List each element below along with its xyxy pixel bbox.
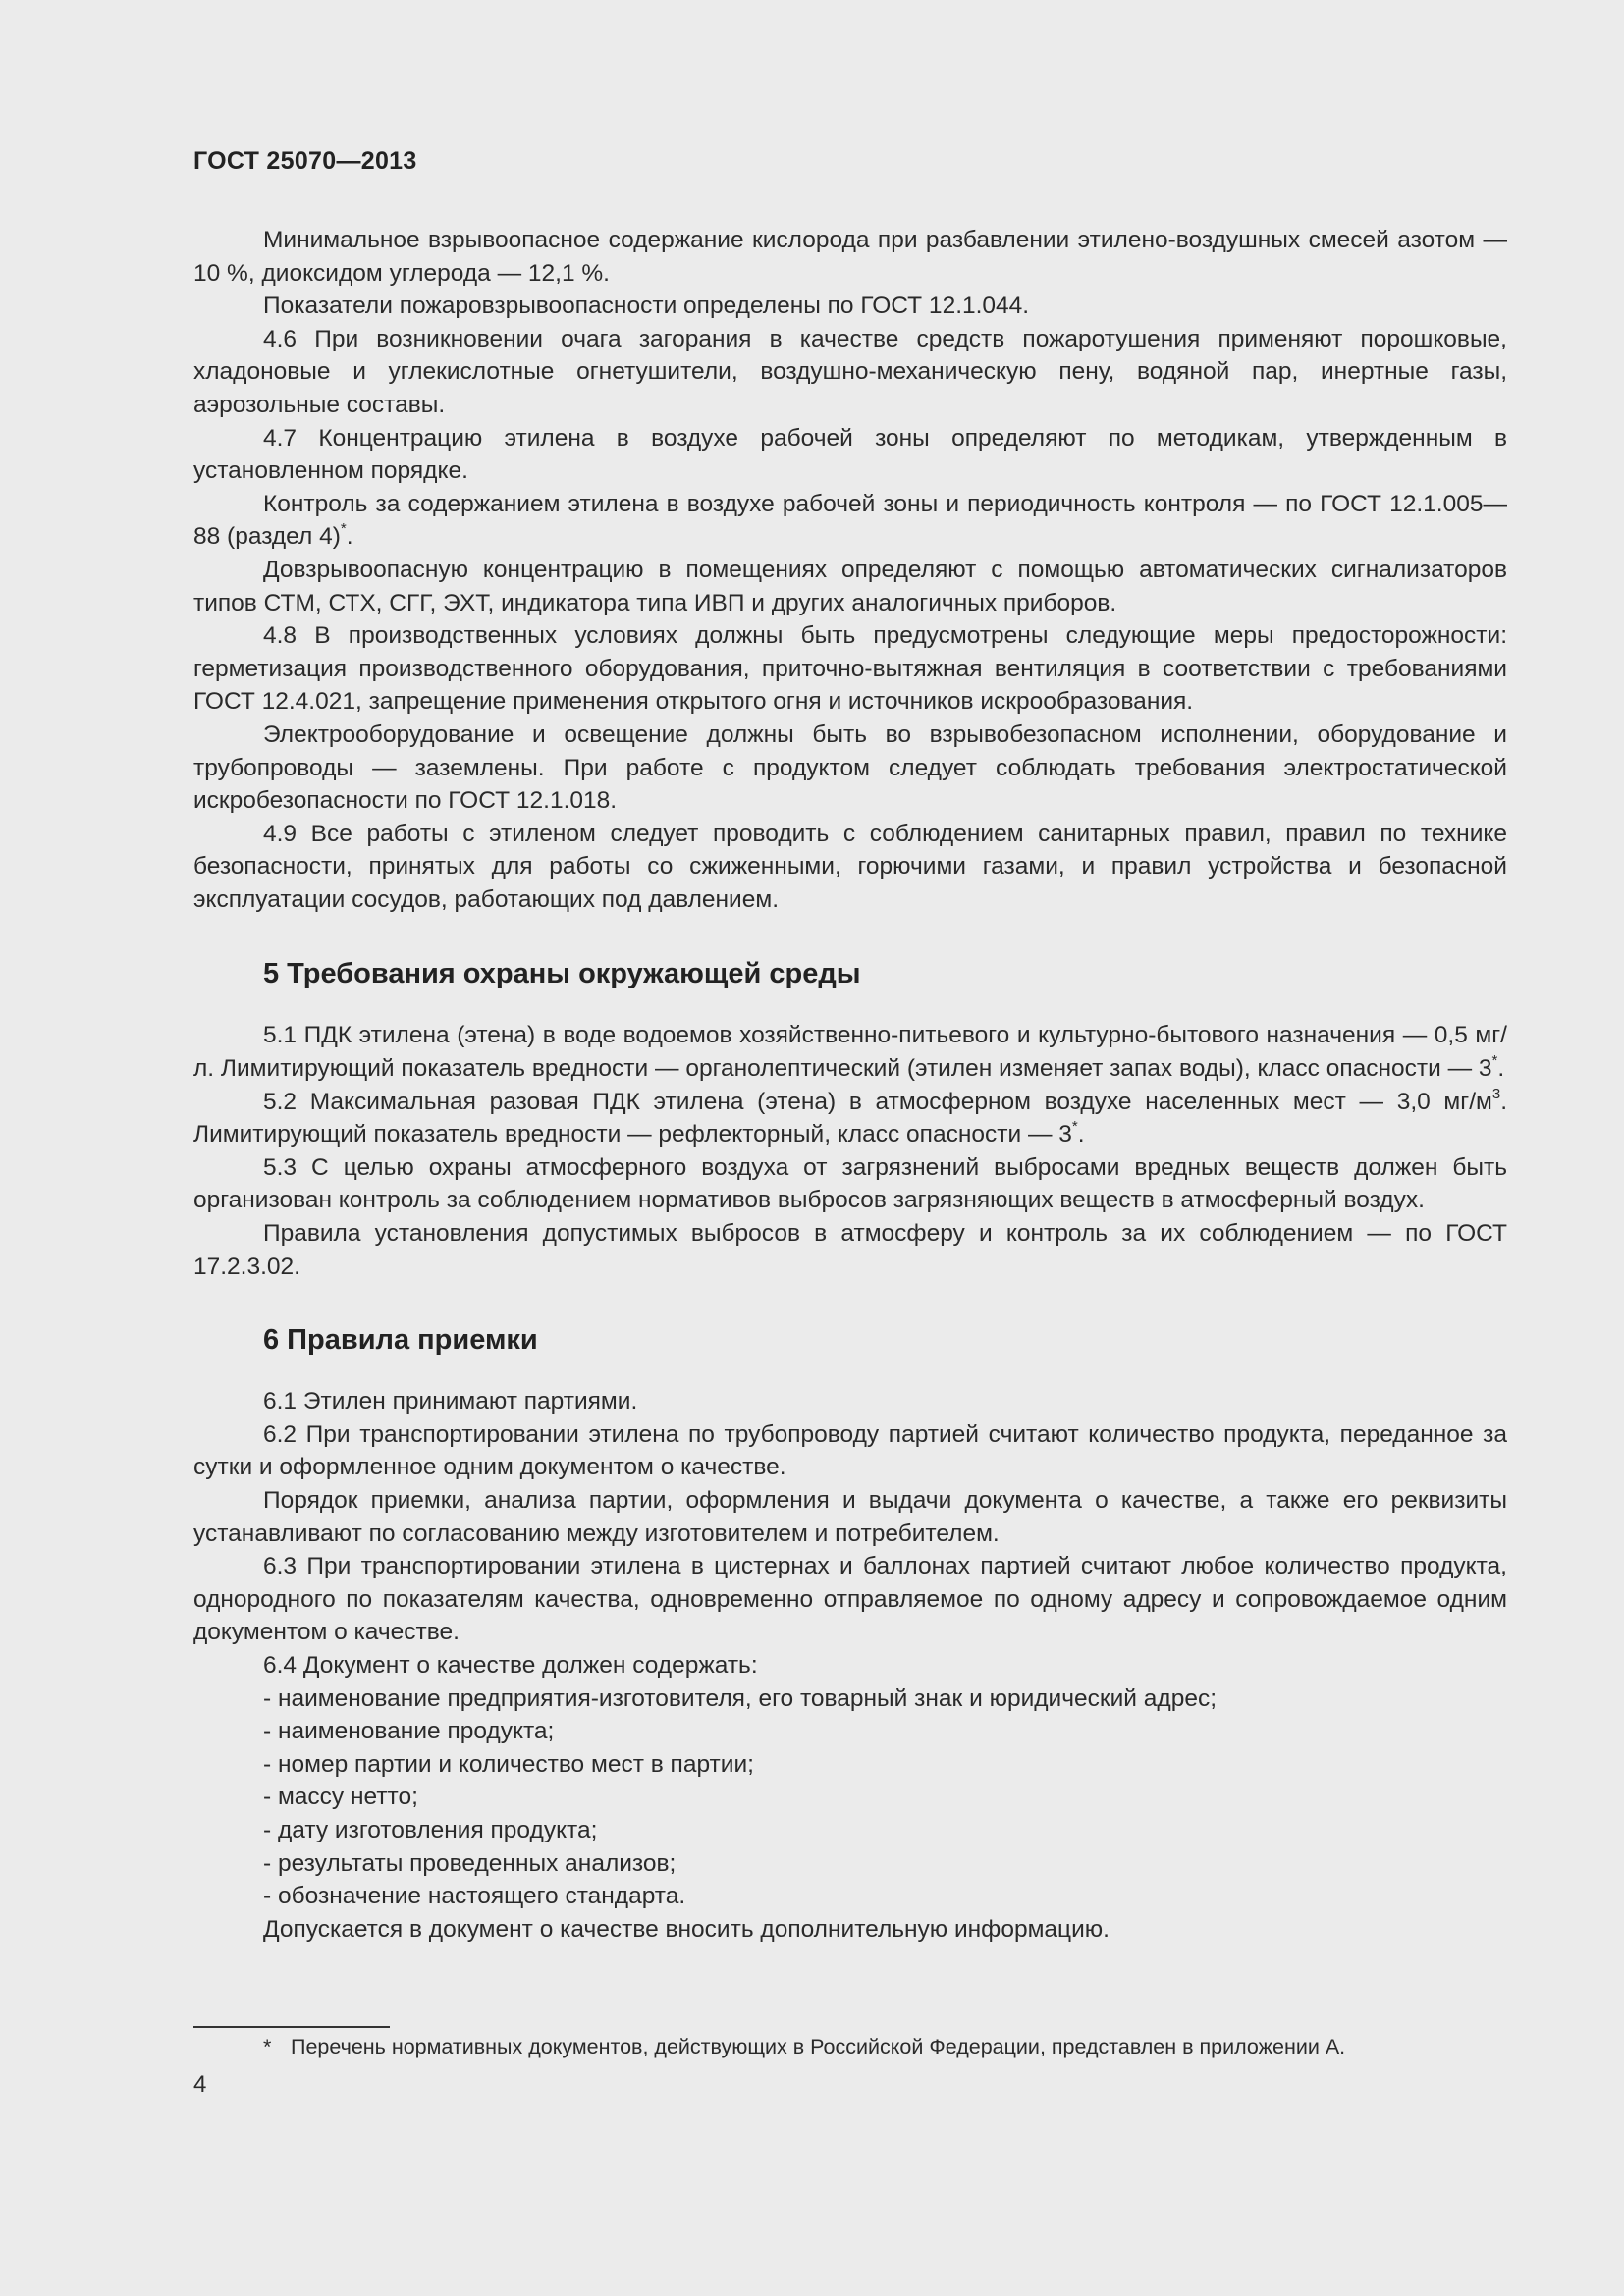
document-header: ГОСТ 25070—2013 (193, 147, 417, 175)
paragraph-6-1: 6.1 Этилен принимают партиями. (263, 1388, 638, 1415)
list-item: - обозначение настоящего стандарта. (263, 1883, 686, 1910)
footnote-text: Перечень нормативных документов, действующих в Российской Федерации, представлен в приложении А. (291, 2035, 1346, 2058)
list-item: - массу нетто; (263, 1784, 418, 1811)
section-5-heading: 5 Требования охраны окружающей среды (263, 958, 861, 990)
paragraph-5-3: 5.3 С целью охраны атмосферного воздуха от загрязнений выбросами вредных веществ должен быть организован контроль за соблюдением нормативов выбросов загрязняющих веществ в атмосферный воздух. (193, 1153, 1507, 1214)
paragraph-4-8: 4.8 В производственных условиях должны быть предусмотрены следующие меры предосторожности: герметизация производственного оборудования, приточно-вытяжная вентиляция в соответствии с требованиями ГОСТ 12.4.021, запрещение применения открытого огня и источников искрообразования. (193, 622, 1507, 716)
paragraph-4-7: 4.7 Концентрацию этилена в воздухе рабочей зоны определяют по методикам, утвержденным в установленном порядке. (193, 424, 1507, 485)
paragraph-end: . (1497, 1055, 1505, 1083)
paragraph: Правила установления допустимых выбросов в атмосферу и контроль за их соблюдением — по ГОСТ 17.2.3.02. (193, 1220, 1507, 1280)
paragraph-4-9: 4.9 Все работы с этиленом следует проводить с соблюдением санитарных правил, правил по технике безопасности, принятых для работы со сжиженными, горючими газами, и правил устройства и безопасной эксплуатации сосудов, работающих под давлением. (193, 820, 1507, 913)
paragraph-6-2: 6.2 При транспортировании этилена по трубопроводу партией считают количество продукта, переданное за сутки и оформленное одним документом о качестве. (193, 1420, 1507, 1481)
paragraph-4-6: 4.6 При возникновении очага загорания в качестве средств пожаротушения применяют порошковые, хладоновые и углекислотные огнетушители, воздушно-механическую пену, водяной пар, инертные газы, аэрозольные составы. (193, 325, 1507, 418)
requirements-list (193, 1682, 1507, 1913)
paragraph: Показатели пожаровзрывоопасности определены по ГОСТ 12.1.044. (263, 293, 1030, 320)
list-item: - наименование продукта; (263, 1718, 555, 1745)
paragraph-6-4: 6.4 Документ о качестве должен содержать: (263, 1651, 758, 1679)
paragraph: Допускается в документ о качестве вносить дополнительную информацию. (263, 1915, 1110, 1943)
paragraph-text: 5.2 Максимальная разовая ПДК этилена (этена) в атмосферном воздухе населенных мест — 3,0 мг/м (263, 1088, 1492, 1115)
page-number: 4 (193, 2071, 207, 2098)
paragraph (193, 488, 1507, 554)
paragraph-text: . Лимитирующий показатель вредности — рефлекторный, класс опасности — 3 (193, 1088, 1507, 1148)
list-item: - дату изготовления продукта; (263, 1816, 598, 1843)
list-item: - результаты проведенных анализов; (263, 1849, 677, 1877)
paragraph-end: . (1077, 1121, 1085, 1148)
list-item: - наименование предприятия-изготовителя, его товарный знак и юридический адрес; (263, 1684, 1218, 1712)
footnote-divider (193, 2026, 390, 2028)
section-6-heading: 6 Правила приемки (263, 1324, 538, 1357)
paragraph: Электрооборудование и освещение должны быть во взрывобезопасном исполнении, оборудование и трубопроводы — заземлены. При работе с продуктом следует соблюдать требования электростатической искробезопасности по ГОСТ 12.1.018. (193, 721, 1507, 815)
paragraph-6-3: 6.3 При транспортировании этилена в цистернах и баллонах партией считают любое количество продукта, однородного по показателям качества, одновременно отправляемое по одному адресу и сопровождаемое одним документом о качестве. (193, 1553, 1507, 1646)
paragraph-text: Контроль за содержанием этилена в воздухе рабочей зоны и периодичность контроля — по ГОСТ 12.1.005—88 (раздел 4) (193, 490, 1507, 551)
footnote-mark: * (263, 2035, 272, 2058)
footnote-ref: * (340, 520, 347, 538)
paragraph-5-1 (193, 1019, 1507, 1085)
paragraph-text: 5.1 ПДК этилена (этена) в воде водоемов хозяйственно-питьевого и культурно-бытового назначения — 0,5 мг/л. Лимитирующий показатель вредности — органолептический (этилен изменяет запах воды), класс опасности — 3 (193, 1022, 1507, 1083)
footnote-ref: * (1071, 1118, 1078, 1136)
paragraph-end: . (346, 523, 353, 551)
footnote-ref: * (1491, 1052, 1498, 1070)
paragraph-5-2 (193, 1086, 1507, 1151)
unit-exponent: 3 (1491, 1085, 1501, 1102)
page-body (193, 224, 1507, 1946)
paragraph: Довзрывоопасную концентрацию в помещениях определяют с помощью автоматических сигнализаторов типов СТМ, СТХ, СГГ, ЭХТ, индикатора типа ИВП и других аналогичных приборов. (193, 556, 1507, 616)
footnote (263, 2033, 1510, 2061)
paragraph: Минимальное взрывоопасное содержание кислорода при разбавлении этилено-воздушных смесей азотом — 10 %, диоксидом углерода — 12,1 %. (193, 227, 1507, 287)
list-item: - номер партии и количество мест в партии; (263, 1750, 754, 1778)
paragraph: Порядок приемки, анализа партии, оформления и выдачи документа о качестве, а также его реквизиты устанавливают по согласованию между изготовителем и потребителем. (193, 1487, 1507, 1547)
